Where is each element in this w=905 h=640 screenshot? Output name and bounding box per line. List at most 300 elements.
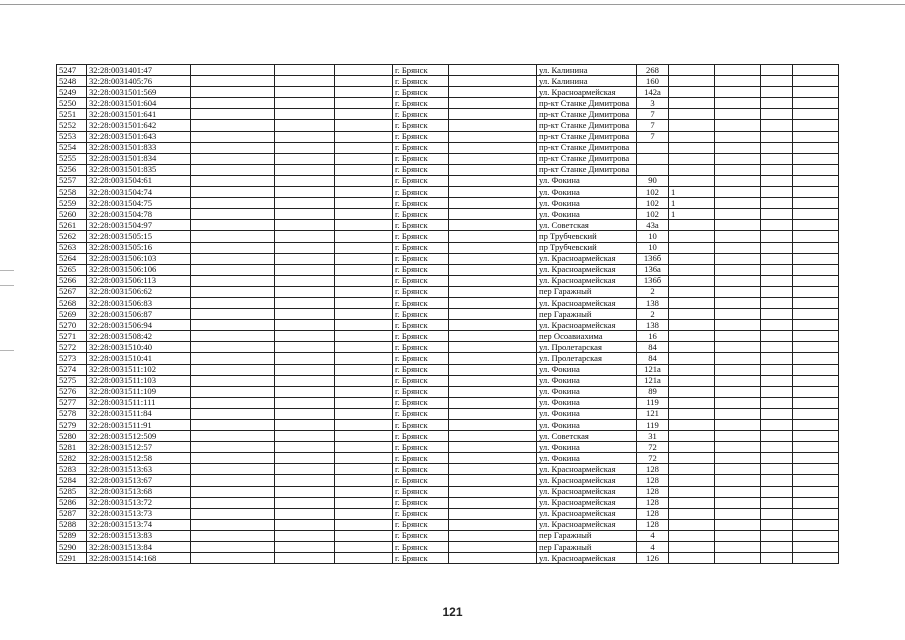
empty-cell xyxy=(275,275,335,286)
empty-cell xyxy=(761,331,793,342)
empty-cell xyxy=(715,309,761,320)
street-cell: пер Гаражный xyxy=(537,309,637,320)
empty-cell xyxy=(191,508,275,519)
empty-cell xyxy=(335,231,393,242)
empty-cell xyxy=(191,386,275,397)
cadastral-number: 32:28:0031514:168 xyxy=(87,553,191,564)
row-number: 5261 xyxy=(57,220,87,231)
empty-cell xyxy=(715,475,761,486)
empty-cell xyxy=(715,342,761,353)
city-cell: г. Брянск xyxy=(393,153,449,164)
empty-cell xyxy=(191,87,275,98)
empty-cell xyxy=(715,65,761,76)
empty-cell xyxy=(449,153,537,164)
house-number-cell: 3 xyxy=(637,98,669,109)
empty-cell xyxy=(761,375,793,386)
empty-cell xyxy=(275,420,335,431)
empty-cell xyxy=(715,109,761,120)
empty-cell xyxy=(335,397,393,408)
row-number: 5255 xyxy=(57,153,87,164)
empty-cell xyxy=(191,131,275,142)
table-row xyxy=(57,497,839,508)
empty-cell xyxy=(275,553,335,564)
empty-cell xyxy=(275,375,335,386)
house-number-cell: 72 xyxy=(637,453,669,464)
table-row xyxy=(57,453,839,464)
city-cell: г. Брянск xyxy=(393,453,449,464)
empty-cell xyxy=(335,275,393,286)
empty-cell xyxy=(715,253,761,264)
extra-cell xyxy=(669,342,715,353)
empty-cell xyxy=(335,442,393,453)
table-row xyxy=(57,164,839,175)
city-cell: г. Брянск xyxy=(393,187,449,198)
empty-cell xyxy=(793,464,839,475)
empty-cell xyxy=(191,175,275,186)
row-number: 5284 xyxy=(57,475,87,486)
empty-cell xyxy=(793,408,839,419)
empty-cell xyxy=(761,286,793,297)
street-cell: пр-кт Станке Димитрова xyxy=(537,142,637,153)
empty-cell xyxy=(793,253,839,264)
empty-cell xyxy=(191,442,275,453)
empty-cell xyxy=(449,187,537,198)
row-number: 5281 xyxy=(57,442,87,453)
top-scan-line xyxy=(0,4,905,5)
empty-cell xyxy=(275,464,335,475)
empty-cell xyxy=(449,131,537,142)
empty-cell xyxy=(275,164,335,175)
cadastral-number: 32:28:0031511:109 xyxy=(87,386,191,397)
empty-cell xyxy=(761,187,793,198)
empty-cell xyxy=(275,98,335,109)
table-row xyxy=(57,553,839,564)
cadastral-number: 32:28:0031504:97 xyxy=(87,220,191,231)
empty-cell xyxy=(335,175,393,186)
row-number: 5279 xyxy=(57,420,87,431)
empty-cell xyxy=(793,231,839,242)
empty-cell xyxy=(449,175,537,186)
city-cell: г. Брянск xyxy=(393,275,449,286)
empty-cell xyxy=(761,253,793,264)
empty-cell xyxy=(793,431,839,442)
street-cell: ул. Фокина xyxy=(537,420,637,431)
city-cell: г. Брянск xyxy=(393,320,449,331)
empty-cell xyxy=(191,475,275,486)
empty-cell xyxy=(275,386,335,397)
empty-cell xyxy=(449,220,537,231)
empty-cell xyxy=(761,397,793,408)
empty-cell xyxy=(793,542,839,553)
row-number: 5283 xyxy=(57,464,87,475)
empty-cell xyxy=(715,297,761,308)
empty-cell xyxy=(761,453,793,464)
street-cell: ул. Красноармейская xyxy=(537,87,637,98)
empty-cell xyxy=(793,175,839,186)
empty-cell xyxy=(335,508,393,519)
empty-cell xyxy=(449,76,537,87)
empty-cell xyxy=(275,76,335,87)
empty-cell xyxy=(191,530,275,541)
table-row xyxy=(57,309,839,320)
city-cell: г. Брянск xyxy=(393,408,449,419)
row-number: 5273 xyxy=(57,353,87,364)
cadastral-number: 32:28:0031501:641 xyxy=(87,109,191,120)
extra-cell: 1 xyxy=(669,187,715,198)
empty-cell xyxy=(191,497,275,508)
table-row xyxy=(57,519,839,530)
table-row xyxy=(57,331,839,342)
extra-cell xyxy=(669,397,715,408)
empty-cell xyxy=(275,153,335,164)
empty-cell xyxy=(793,98,839,109)
empty-cell xyxy=(715,320,761,331)
house-number-cell xyxy=(637,153,669,164)
table-row xyxy=(57,320,839,331)
empty-cell xyxy=(275,120,335,131)
row-number: 5264 xyxy=(57,253,87,264)
empty-cell xyxy=(275,320,335,331)
empty-cell xyxy=(335,486,393,497)
empty-cell xyxy=(449,264,537,275)
house-number-cell: 128 xyxy=(637,497,669,508)
street-cell: ул. Фокина xyxy=(537,175,637,186)
empty-cell xyxy=(335,87,393,98)
empty-cell xyxy=(715,486,761,497)
empty-cell xyxy=(335,320,393,331)
street-cell: ул. Фокина xyxy=(537,442,637,453)
empty-cell xyxy=(191,519,275,530)
empty-cell xyxy=(449,420,537,431)
street-cell: ул. Фокина xyxy=(537,364,637,375)
empty-cell xyxy=(761,431,793,442)
empty-cell xyxy=(191,187,275,198)
city-cell: г. Брянск xyxy=(393,442,449,453)
scan-mark xyxy=(0,285,14,286)
city-cell: г. Брянск xyxy=(393,397,449,408)
empty-cell xyxy=(761,220,793,231)
empty-cell xyxy=(275,431,335,442)
empty-cell xyxy=(793,153,839,164)
cadastral-number: 32:28:0031511:84 xyxy=(87,408,191,419)
row-number: 5258 xyxy=(57,187,87,198)
empty-cell xyxy=(275,486,335,497)
row-number: 5269 xyxy=(57,309,87,320)
empty-cell xyxy=(761,420,793,431)
empty-cell xyxy=(793,397,839,408)
empty-cell xyxy=(761,408,793,419)
empty-cell xyxy=(191,286,275,297)
cadastral-number: 32:28:0031506:106 xyxy=(87,264,191,275)
empty-cell xyxy=(793,198,839,209)
empty-cell xyxy=(335,331,393,342)
empty-cell xyxy=(275,364,335,375)
city-cell: г. Брянск xyxy=(393,297,449,308)
cadastral-number: 32:28:0031512:509 xyxy=(87,431,191,442)
city-cell: г. Брянск xyxy=(393,242,449,253)
empty-cell xyxy=(761,297,793,308)
empty-cell xyxy=(761,386,793,397)
row-number: 5280 xyxy=(57,431,87,442)
table-row xyxy=(57,220,839,231)
house-number-cell: 4 xyxy=(637,530,669,541)
street-cell: пер Гаражный xyxy=(537,530,637,541)
empty-cell xyxy=(335,453,393,464)
house-number-cell: 121а xyxy=(637,364,669,375)
empty-cell xyxy=(191,364,275,375)
street-cell: ул. Фокина xyxy=(537,198,637,209)
empty-cell xyxy=(715,519,761,530)
empty-cell xyxy=(335,420,393,431)
scan-mark xyxy=(0,270,14,271)
empty-cell xyxy=(275,264,335,275)
street-cell: ул. Красноармейская xyxy=(537,253,637,264)
empty-cell xyxy=(761,242,793,253)
table-row xyxy=(57,142,839,153)
empty-cell xyxy=(793,420,839,431)
table-row xyxy=(57,76,839,87)
empty-cell xyxy=(715,198,761,209)
empty-cell xyxy=(715,453,761,464)
empty-cell xyxy=(761,353,793,364)
row-number: 5259 xyxy=(57,198,87,209)
street-cell: ул. Красноармейская xyxy=(537,320,637,331)
city-cell: г. Брянск xyxy=(393,475,449,486)
house-number-cell: 119 xyxy=(637,420,669,431)
empty-cell xyxy=(275,187,335,198)
empty-cell xyxy=(761,264,793,275)
city-cell: г. Брянск xyxy=(393,353,449,364)
empty-cell xyxy=(761,508,793,519)
empty-cell xyxy=(715,331,761,342)
extra-cell xyxy=(669,98,715,109)
empty-cell xyxy=(761,198,793,209)
empty-cell xyxy=(761,164,793,175)
extra-cell xyxy=(669,475,715,486)
empty-cell xyxy=(715,553,761,564)
empty-cell xyxy=(191,164,275,175)
empty-cell xyxy=(715,76,761,87)
table-row xyxy=(57,187,839,198)
empty-cell xyxy=(335,164,393,175)
empty-cell xyxy=(761,209,793,220)
row-number: 5251 xyxy=(57,109,87,120)
row-number: 5289 xyxy=(57,530,87,541)
empty-cell xyxy=(715,497,761,508)
table-row xyxy=(57,264,839,275)
empty-cell xyxy=(191,331,275,342)
extra-cell xyxy=(669,408,715,419)
city-cell: г. Брянск xyxy=(393,164,449,175)
empty-cell xyxy=(449,342,537,353)
house-number-cell: 10 xyxy=(637,231,669,242)
cadastral-number: 32:28:0031512:58 xyxy=(87,453,191,464)
empty-cell xyxy=(793,364,839,375)
extra-cell xyxy=(669,497,715,508)
empty-cell xyxy=(715,209,761,220)
empty-cell xyxy=(761,87,793,98)
empty-cell xyxy=(191,231,275,242)
cadastral-number: 32:28:0031506:113 xyxy=(87,275,191,286)
empty-cell xyxy=(191,320,275,331)
city-cell: г. Брянск xyxy=(393,220,449,231)
empty-cell xyxy=(449,386,537,397)
extra-cell xyxy=(669,220,715,231)
row-number: 5282 xyxy=(57,453,87,464)
table-row xyxy=(57,242,839,253)
row-number: 5285 xyxy=(57,486,87,497)
empty-cell xyxy=(275,131,335,142)
street-cell: ул. Красноармейская xyxy=(537,508,637,519)
empty-cell xyxy=(761,231,793,242)
empty-cell xyxy=(191,198,275,209)
empty-cell xyxy=(793,320,839,331)
empty-cell xyxy=(449,98,537,109)
empty-cell xyxy=(191,353,275,364)
city-cell: г. Брянск xyxy=(393,542,449,553)
empty-cell xyxy=(449,331,537,342)
house-number-cell: 72 xyxy=(637,442,669,453)
empty-cell xyxy=(191,431,275,442)
row-number: 5260 xyxy=(57,209,87,220)
empty-cell xyxy=(449,142,537,153)
empty-cell xyxy=(191,65,275,76)
empty-cell xyxy=(191,242,275,253)
empty-cell xyxy=(793,187,839,198)
empty-cell xyxy=(715,98,761,109)
empty-cell xyxy=(793,386,839,397)
empty-cell xyxy=(275,453,335,464)
city-cell: г. Брянск xyxy=(393,209,449,220)
empty-cell xyxy=(793,164,839,175)
city-cell: г. Брянск xyxy=(393,519,449,530)
empty-cell xyxy=(191,375,275,386)
empty-cell xyxy=(191,98,275,109)
cadastral-number: 32:28:0031513:84 xyxy=(87,542,191,553)
street-cell: пр-кт Станке Димитрова xyxy=(537,131,637,142)
city-cell: г. Брянск xyxy=(393,342,449,353)
street-cell: ул. Красноармейская xyxy=(537,553,637,564)
empty-cell xyxy=(335,153,393,164)
table-row xyxy=(57,420,839,431)
empty-cell xyxy=(191,464,275,475)
empty-cell xyxy=(275,508,335,519)
empty-cell xyxy=(449,320,537,331)
register-table xyxy=(56,64,839,564)
house-number-cell: 121 xyxy=(637,408,669,419)
empty-cell xyxy=(793,353,839,364)
empty-cell xyxy=(275,65,335,76)
table-row xyxy=(57,120,839,131)
house-number-cell: 160 xyxy=(637,76,669,87)
table-row xyxy=(57,408,839,419)
empty-cell xyxy=(449,65,537,76)
house-number-cell: 7 xyxy=(637,120,669,131)
city-cell: г. Брянск xyxy=(393,420,449,431)
empty-cell xyxy=(191,275,275,286)
empty-cell xyxy=(715,131,761,142)
empty-cell xyxy=(335,431,393,442)
empty-cell xyxy=(191,408,275,419)
empty-cell xyxy=(793,519,839,530)
row-number: 5249 xyxy=(57,87,87,98)
house-number-cell: 102 xyxy=(637,187,669,198)
street-cell: ул. Красноармейская xyxy=(537,519,637,530)
table-row xyxy=(57,353,839,364)
empty-cell xyxy=(793,142,839,153)
empty-cell xyxy=(335,286,393,297)
empty-cell xyxy=(275,198,335,209)
house-number-cell: 84 xyxy=(637,353,669,364)
empty-cell xyxy=(335,198,393,209)
empty-cell xyxy=(335,65,393,76)
extra-cell xyxy=(669,286,715,297)
empty-cell xyxy=(191,253,275,264)
house-number-cell: 102 xyxy=(637,198,669,209)
table-row xyxy=(57,364,839,375)
empty-cell xyxy=(761,364,793,375)
empty-cell xyxy=(715,120,761,131)
cadastral-number: 32:28:0031505:16 xyxy=(87,242,191,253)
street-cell: ул. Красноармейская xyxy=(537,486,637,497)
house-number-cell: 7 xyxy=(637,109,669,120)
empty-cell xyxy=(449,375,537,386)
empty-cell xyxy=(449,231,537,242)
empty-cell xyxy=(191,486,275,497)
empty-cell xyxy=(275,297,335,308)
house-number-cell: 128 xyxy=(637,508,669,519)
cadastral-number: 32:28:0031513:83 xyxy=(87,530,191,541)
empty-cell xyxy=(275,408,335,419)
house-number-cell: 10 xyxy=(637,242,669,253)
empty-cell xyxy=(793,508,839,519)
empty-cell xyxy=(793,297,839,308)
table-row xyxy=(57,431,839,442)
empty-cell xyxy=(335,109,393,120)
empty-cell xyxy=(275,442,335,453)
empty-cell xyxy=(275,519,335,530)
house-number-cell: 138 xyxy=(637,297,669,308)
table-row xyxy=(57,375,839,386)
house-number-cell: 138 xyxy=(637,320,669,331)
cadastral-number: 32:28:0031506:83 xyxy=(87,297,191,308)
empty-cell xyxy=(335,309,393,320)
extra-cell xyxy=(669,231,715,242)
table-row xyxy=(57,231,839,242)
house-number-cell: 126 xyxy=(637,553,669,564)
empty-cell xyxy=(191,397,275,408)
empty-cell xyxy=(793,331,839,342)
empty-cell xyxy=(191,297,275,308)
city-cell: г. Брянск xyxy=(393,530,449,541)
empty-cell xyxy=(335,98,393,109)
street-cell: ул. Фокина xyxy=(537,397,637,408)
table-row xyxy=(57,508,839,519)
extra-cell xyxy=(669,364,715,375)
empty-cell xyxy=(449,475,537,486)
extra-cell xyxy=(669,120,715,131)
empty-cell xyxy=(761,486,793,497)
empty-cell xyxy=(335,553,393,564)
cadastral-number: 32:28:0031513:68 xyxy=(87,486,191,497)
empty-cell xyxy=(793,275,839,286)
extra-cell xyxy=(669,530,715,541)
house-number-cell: 16 xyxy=(637,331,669,342)
cadastral-number: 32:28:0031501:833 xyxy=(87,142,191,153)
extra-cell xyxy=(669,142,715,153)
city-cell: г. Брянск xyxy=(393,175,449,186)
street-cell: ул. Красноармейская xyxy=(537,497,637,508)
